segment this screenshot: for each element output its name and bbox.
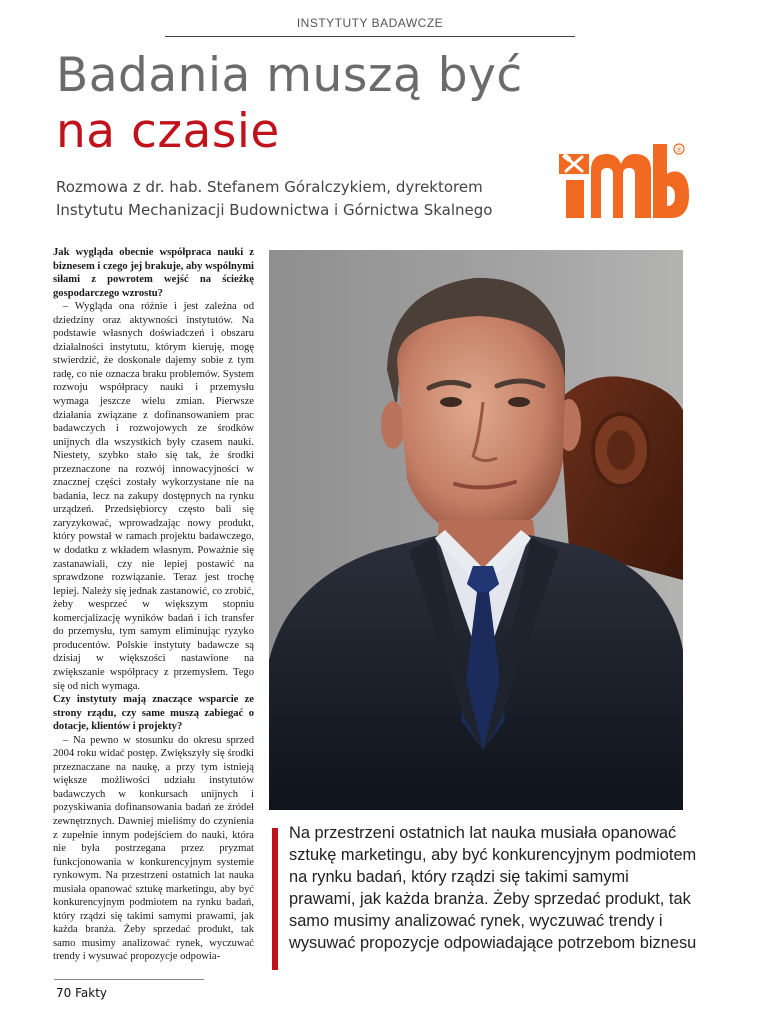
portrait-image: [269, 250, 683, 810]
footer-divider: [54, 979, 204, 980]
answer-1: – Wygląda ona różnie i jest zależna od dziedziny oraz aktywności instytutów. Na podstawie własnych doświadczeń i obszaru działalności instytutu, którym kieruję, mogę stwierdzić, że doskonale dajemy sobie z tym radę, co nie oznacza braku problemów. System rozwoju współpracy nauki i przemysłu wymaga jeszcze wielu zmian. Pierwsze działania związane z dofinansowaniem prac badawczych i rozwojowych ze środków unijnych dla wszystkich były czasem nauki. Niestety, szybko stało się tak, że środki przeznaczone na rozwój innowacyjności w znacznej części zostały wykorzystane nie na badania, lecz na zakupy dostępnych na rynku urządzeń. Przedsiębiorcy często bali się zaryzykować, wprowadzając nowy produkt, który powstał w ramach projektu badawczego, w dodatku z wkładem własnym. Poważnie się zastanawiali, czy nie lepiej postawić na sprawdzone rozwiązanie. Teraz jest trochę lepiej. Należy się jednak zastanowić, co zrobić, żeby wesprzeć w większym stopniu komercjalizację wyników badań i ich transfer do przemysłu, tym samym eliminując ryzyko producentów. Polskie instytuty badawcze są dzisiaj w większości nastawione na zwiększanie współpracy z przemysłem. Tego się od nich wymaga.: [53, 301, 254, 692]
answer-2: – Na pewno w stosunku do okresu sprzed 2004 roku widać postęp. Zwiększyły się środki przeznaczane na naukę, a przy tym istnieją większe możliwości udziału instytutów badawczych w konkursach unijnych i pozyskiwania dofinansowania badań ze źródeł zewnętrznych. Dawniej mieliśmy do czynienia z zupełnie innym podejściem do nauki, która nie była postrzegana przez pryzmat funkcjonowania w konkurencyjnym systemie rynkowym. Na przestrzeni ostatnich lat nauka musiała opanować sztukę marketingu, aby być konkurencyjnym podmiotem na rynku badań, który rządzi się takimi samymi prawami, jak każda branża. Żeby sprzedać produkt, tak samo musimy analizować rynek, wyczuwać trendy i wysuwać propozycje odpowia-: [53, 734, 254, 963]
page-title-line2: na czasie: [56, 104, 280, 159]
article-body: [53, 246, 254, 974]
pull-quote: Na przestrzeni ostatnich lat nauka musiała opanować sztukę marketingu, aby być konkurencyjnym podmiotem na rynku badań, który rządzi się takimi samymi prawami, jak każda branża. Żeby sprzedać produkt, tak samo musimy analizować rynek, wyczuwać trendy i wysuwać propozycje odpowiadające potrzebom biznesu: [289, 824, 697, 952]
pull-quote-bar: [272, 828, 278, 970]
page-number: 70 Fakty: [56, 986, 107, 1000]
portrait-photo: [269, 250, 683, 810]
article-subtitle: Rozmowa z dr. hab. Stefanem Góralczykiem, dyrektorem Instytutu Mechanizacji Budownictwa i Górnictwa Skalnego: [56, 178, 493, 219]
page-title-line1: Badania muszą być: [56, 48, 523, 103]
registered-mark: ®: [675, 146, 683, 154]
question-2: Czy instytuty mają znaczące wsparcie ze strony rządu, czy same muszą zabiegać o dotacje, klientów i projekty?: [53, 694, 254, 733]
section-label: INSTYTUTY BADAWCZE: [296, 16, 444, 30]
imbigs-logo-icon: [555, 140, 690, 222]
question-1: Jak wygląda obecnie współpraca nauki z biznesem i czego jej brakuje, aby wspólnymi siłami z powrotem wejść na ścieżkę gospodarczego wzrostu?: [53, 247, 254, 299]
imbigs-logo: [555, 140, 690, 222]
section-divider: [165, 36, 575, 37]
